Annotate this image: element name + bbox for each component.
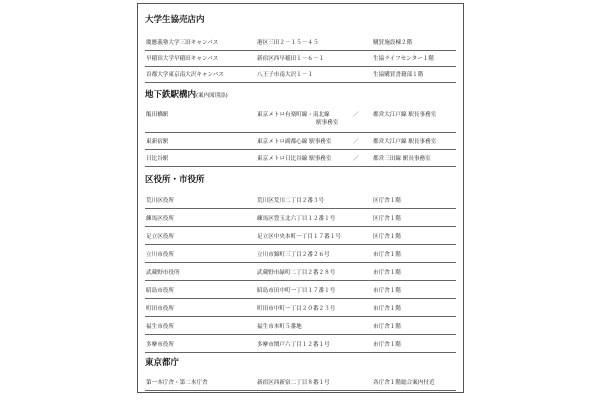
table-row [145,306,456,317]
table-row [145,380,456,391]
row-address: 八王子市南大沢１－１ [257,72,313,78]
table-row [145,156,456,167]
listing-frame [137,3,464,393]
row-location: 市庁舎１階 [373,252,401,258]
row-location: 生協購買書籍部１階 [373,72,424,78]
row-name: 立川市役所 [146,252,174,258]
row-address: 足立区中央本町一丁目１７番１号 [257,234,341,240]
table-row [145,270,456,281]
row-location: 区庁舎１階 [373,234,401,240]
row-location: 市庁舎１階 [373,270,401,276]
table-row [145,342,456,353]
row-left-office: 東京メトロ有楽町線・南北線 [257,112,330,118]
table-row [145,40,456,51]
section-title-university: 大学生協売店内 [145,15,205,25]
table-row [145,72,456,83]
row-address: 昭島市田中町一丁目１７番１号 [257,288,336,294]
subway-title-text: 地下鉄駅構内 [145,90,197,100]
row-name: 早稲田大学早稲田キャンパス [146,56,219,62]
row-name: 首都大学東京南大沢キャンパス [146,72,224,78]
row-name: 荒川区役所 [146,198,174,204]
row-name: 慶應義塾大学三田キャンパス [146,40,219,46]
table-row [145,198,456,209]
table-row [145,252,456,263]
row-address: 新宿区西新宿二丁目８番１号 [257,380,330,386]
row-slash: ／ [353,112,359,118]
row-left-office-cont: 駅事務室 [316,120,339,126]
row-name: 昭島市役所 [146,288,174,294]
row-location: 市庁舎１階 [373,342,401,348]
row-name: 武蔵野市役所 [146,270,180,276]
row-address: 立川市錦町三丁目２番２６号 [257,252,330,258]
table-row [145,216,456,227]
section-title-metro-gov: 東京都庁 [145,358,180,368]
row-location: 市庁舎１階 [373,288,401,294]
row-address: 新宿区西早稲田１－６－１ [257,56,325,62]
row-location: 区庁舎１階 [373,198,401,204]
row-address: 福生市本町５番地 [257,324,302,330]
row-left-office: 東京メトロ副都心線 駅事務室 [257,139,332,145]
row-name: 足立区役所 [146,234,174,240]
row-location: 生協ライフセンター１階 [373,56,434,62]
row-right-office: 都営大江戸線 駅長事務室 [373,112,437,118]
row-location: 市庁舎１階 [373,324,401,330]
row-name: 福生市役所 [146,324,174,330]
row-location: 市庁舎１階 [373,306,401,312]
row-address: 多摩市関戸六丁目１２番１号 [257,342,330,348]
row-address: 港区三田２－１５－４５ [257,40,319,46]
row-slash: ／ [353,156,359,162]
section-title-subway [145,88,228,100]
table-row [145,112,456,133]
row-address: 町田市中町一丁目２０番２３号 [257,306,336,312]
row-name: 日比谷駅 [146,156,169,162]
row-location: 区庁舎１階 [373,216,401,222]
row-right-office: 都営大江戸線 駅長事務室 [373,139,437,145]
row-name: 多摩市役所 [146,342,174,348]
row-address: 荒川区荒川二丁目２番３号 [257,198,325,204]
row-name: 飯田橋駅 [146,112,169,118]
row-address: 練馬区豊玉北六丁目１２番１号 [257,216,336,222]
row-name: 東新宿駅 [146,139,169,145]
row-name: 町田市役所 [146,306,174,312]
subway-note: (案内図別添) [196,93,228,99]
table-row [145,324,456,335]
row-left-office: 東京メトロ日比谷線 駅事務室 [257,156,332,162]
row-name: 練馬区役所 [146,216,174,222]
table-row [145,234,456,245]
row-slash: ／ [353,139,359,145]
row-address: 武蔵野市緑町二丁目２番２８号 [257,270,336,276]
table-row [145,56,456,67]
row-location: 各庁舎１階総合案内付近 [373,380,435,386]
row-location: 購買施設棟２階 [373,40,413,46]
section-title-city-offices: 区役所・市役所 [145,175,205,185]
row-right-office: 都営三田線 駅長事務室 [373,156,431,162]
table-row [145,139,456,150]
table-row [145,288,456,299]
row-name: 第一本庁舎・第二本庁舎 [146,380,208,386]
